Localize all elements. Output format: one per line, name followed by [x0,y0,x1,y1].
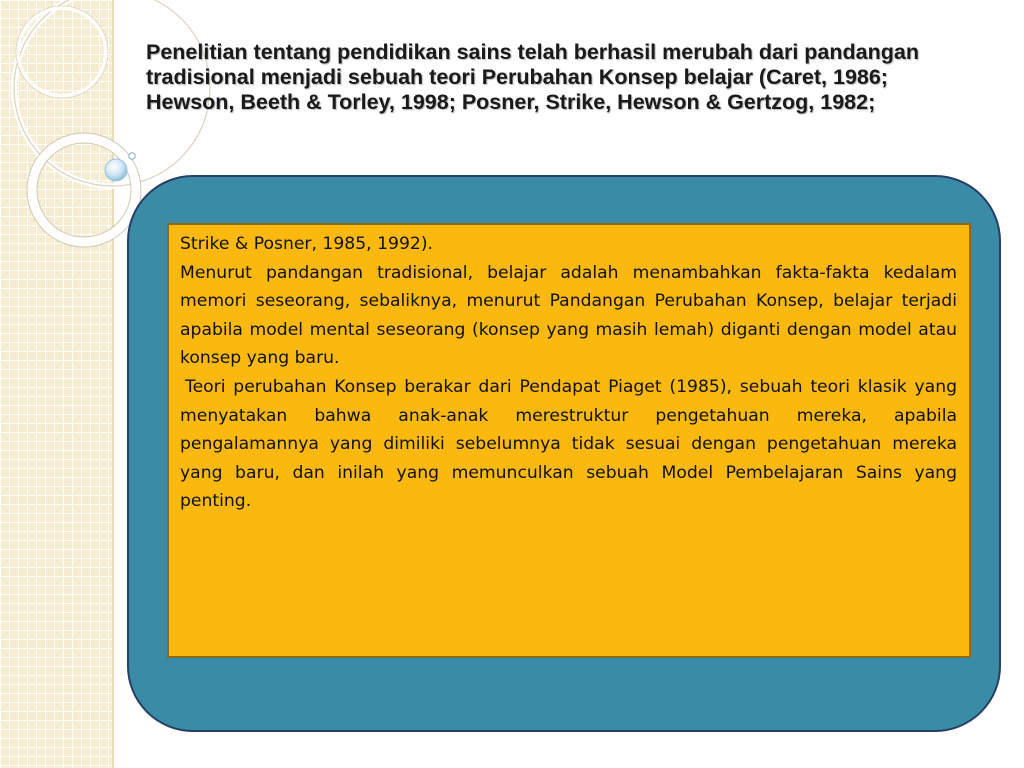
slide-title: Penelitian tentang pendidikan sains telah berhasil merubah dari pandangan tradisional menjadi sebuah teori Perubahan Konsep belajar (Caret, 1986; Hewson, Beeth & Torley, 1998; Posner, Strike, Hewson & Gertzog, 1982; [146,40,919,114]
paragraph-traditional-view: Menurut pandangan tradisional, belajar adalah menambahkan fakta-fakta kedalam memori seseorang, sebaliknya, menurut Pandangan Perubahan Konsep, belajar terjadi apabila model mental seseorang (konsep yang masih lemah) diganti dengan model atau konsep yang baru. [180,262,957,369]
content-text-box [167,223,971,658]
decorative-bubble-small [129,153,135,159]
paragraph-concept-change-theory: Teori perubahan Konsep berakar dari Pendapat Piaget (1985), sebuah teori klasik yang menyatakan bahwa anak-anak merestruktur pengetahuan mereka, apabila pengalamannya yang dimiliki sebelumnya tidak sesuai dengan pengetahuan mereka yang baru, dan inilah yang memunculkan sebuah Model Pembelajaran Sains yang penting. [180,376,957,512]
decorative-bubble [105,159,127,181]
citation-continuation: Strike & Posner, 1985, 1992). [180,234,433,254]
decorative-ring-medium [32,138,136,242]
